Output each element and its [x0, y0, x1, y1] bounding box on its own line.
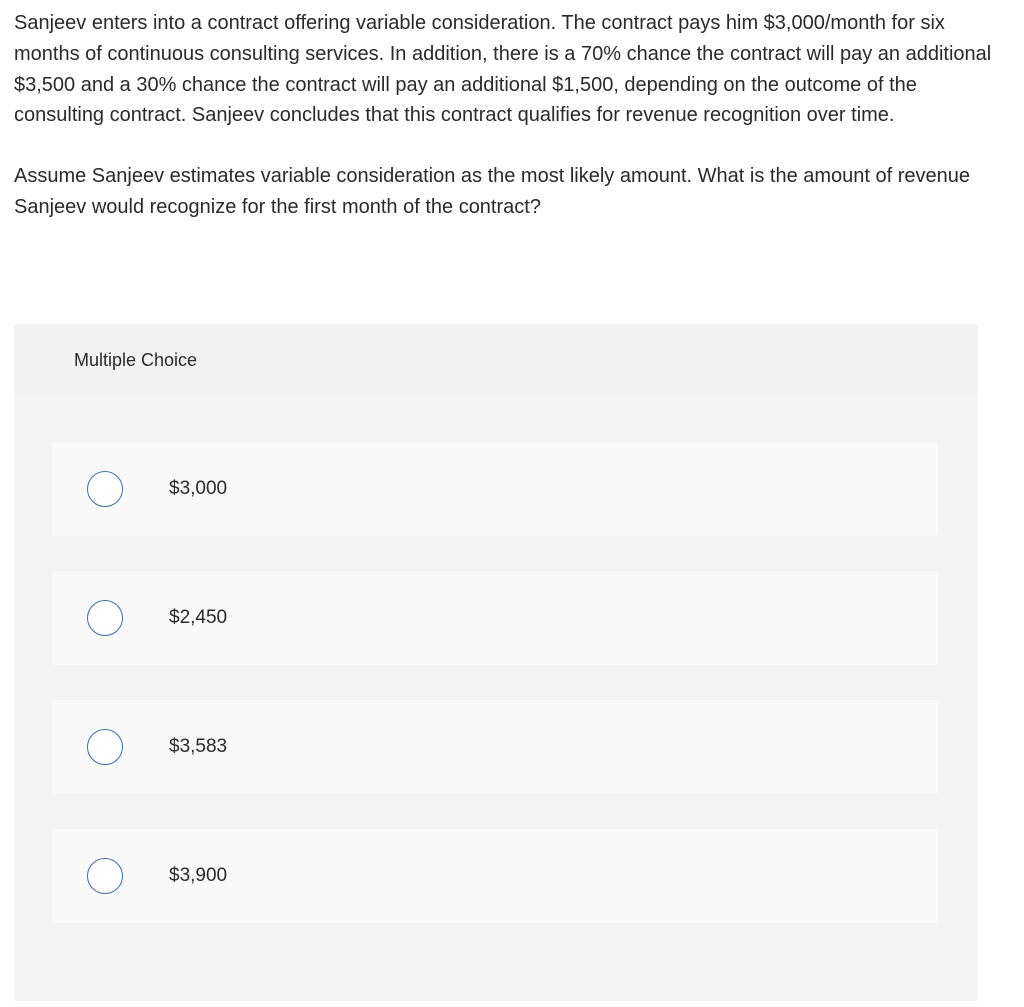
- multiple-choice-panel: [14, 324, 978, 1001]
- question-paragraph-2: Assume Sanjeev estimates variable consideration as the most likely amount. What is the amount of revenue Sanjeev would recognize for the first month of the contract?: [14, 165, 971, 218]
- answer-option-2[interactable]: [52, 571, 938, 665]
- answer-option-4[interactable]: [52, 829, 938, 923]
- radio-button-icon[interactable]: [87, 471, 123, 507]
- multiple-choice-body: [14, 396, 978, 1001]
- radio-button-icon[interactable]: [87, 600, 123, 636]
- multiple-choice-header: [14, 324, 978, 396]
- answer-option-3[interactable]: [52, 700, 938, 794]
- answer-option-label: $3,900: [169, 865, 228, 886]
- answer-option-label: $2,450: [169, 607, 228, 628]
- answer-options: [52, 442, 938, 958]
- multiple-choice-title: Multiple Choice: [74, 349, 198, 370]
- answer-option-label: $3,583: [169, 736, 228, 757]
- radio-button-icon[interactable]: [87, 858, 123, 894]
- answer-option-1[interactable]: [52, 442, 938, 536]
- question-paragraph-1: Sanjeev enters into a contract offering variable consideration. The contract pays him $3,000/month for six months of continuous consulting services. In addition, there is a 70% chance the contract will pay an additional $3,500 and a 30% chance the contract will pay an additional $1,500, depending on the outcome of the consulting contract. Sanjeev concludes that this contract qualifies for revenue recognition over time.: [14, 12, 992, 127]
- answer-option-label: $3,000: [169, 478, 228, 499]
- question-text: [14, 8, 1004, 223]
- radio-button-icon[interactable]: [87, 729, 123, 765]
